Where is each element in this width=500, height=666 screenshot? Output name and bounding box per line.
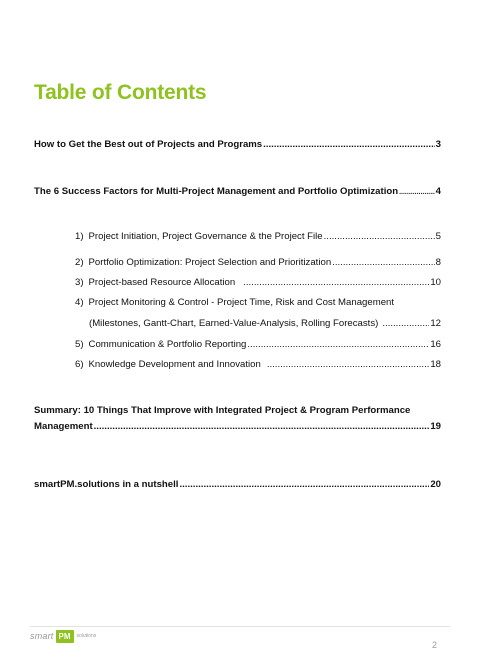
toc-subentry-monitoring-control[interactable] <box>75 297 394 309</box>
toc-subentry-number: 1) <box>75 231 84 242</box>
toc-entry-best-out-of-projects[interactable] <box>34 139 441 151</box>
toc-entry-label: Project Initiation, Project Governance & the Project File <box>88 231 323 242</box>
toc-subentry-number: 5) <box>75 339 84 350</box>
toc-entry-label: How to Get the Best out of Projects and Programs <box>34 139 263 150</box>
toc-leader-dots <box>382 318 429 330</box>
toc-leader-dots <box>332 257 435 269</box>
toc-leader-dots <box>179 479 429 491</box>
toc-page-number: 19 <box>430 421 441 432</box>
toc-subentry-number: 3) <box>75 277 84 288</box>
toc-page-number: 4 <box>435 186 441 197</box>
toc-entry-label: Knowledge Development and Innovation <box>88 359 261 370</box>
toc-subentry-monitoring-control-continued[interactable] <box>89 318 441 330</box>
toc-entry-label: Project-based Resource Allocation <box>88 277 236 288</box>
toc-subentry-project-initiation[interactable] <box>75 231 441 243</box>
toc-leader-dots <box>94 421 430 433</box>
toc-entry-label: smartPM.solutions in a nutshell <box>34 479 179 490</box>
toc-subentry-number: 4) <box>75 297 84 308</box>
toc-entry-summary[interactable] <box>34 421 441 433</box>
toc-page-number: 3 <box>435 139 441 150</box>
toc-subentry-number: 2) <box>75 257 84 268</box>
toc-entry-label: Portfolio Optimization: Project Selection and Prioritization <box>88 257 332 268</box>
toc-leader-dots <box>263 139 435 151</box>
toc-entry-label-line2: (Milestones, Gantt-Chart, Earned-Value-Analysis, Rolling Forecasts) <box>89 318 379 329</box>
toc-entry-label-line2: Management <box>34 421 93 432</box>
toc-leader-dots <box>247 339 429 351</box>
toc-page-number: 10 <box>430 277 441 288</box>
toc-entry-six-success-factors[interactable] <box>34 186 441 199</box>
toc-leader-dots <box>243 277 429 289</box>
toc-subentry-number: 6) <box>75 359 84 370</box>
toc-page-number: 8 <box>435 257 441 268</box>
toc-leader-dots <box>267 359 430 371</box>
smartpm-logo: smart PM solutions <box>30 631 97 641</box>
page-number: 2 <box>432 640 438 650</box>
toc-subentry-portfolio-optimization[interactable] <box>75 257 441 269</box>
toc-entry-label: Communication & Portfolio Reporting <box>88 339 247 350</box>
toc-entry-summary-line1[interactable]: Summary: 10 Things That Improve with Integrated Project & Program Performance <box>34 405 411 416</box>
toc-page-number: 5 <box>435 231 441 242</box>
toc-page-number: 18 <box>430 359 441 370</box>
toc-page-number: 12 <box>430 318 441 329</box>
toc-entry-label-line1: Project Monitoring & Control - Project Time, Risk and Cost Management <box>88 297 395 308</box>
toc-leader-dots <box>399 187 435 199</box>
toc-page-number: 20 <box>430 479 441 490</box>
toc-subentry-resource-allocation[interactable] <box>75 277 441 289</box>
toc-page-number: 16 <box>430 339 441 350</box>
toc-leader-dots <box>324 231 435 243</box>
toc-entry-nutshell[interactable] <box>34 479 441 491</box>
footer-divider <box>30 626 450 627</box>
toc-subentry-communication-reporting[interactable] <box>75 339 441 351</box>
toc-subentry-knowledge-development[interactable] <box>75 359 441 371</box>
toc-entry-label: The 6 Success Factors for Multi-Project Management and Portfolio Optimization <box>34 186 399 197</box>
page-title: Table of Contents <box>34 81 207 104</box>
